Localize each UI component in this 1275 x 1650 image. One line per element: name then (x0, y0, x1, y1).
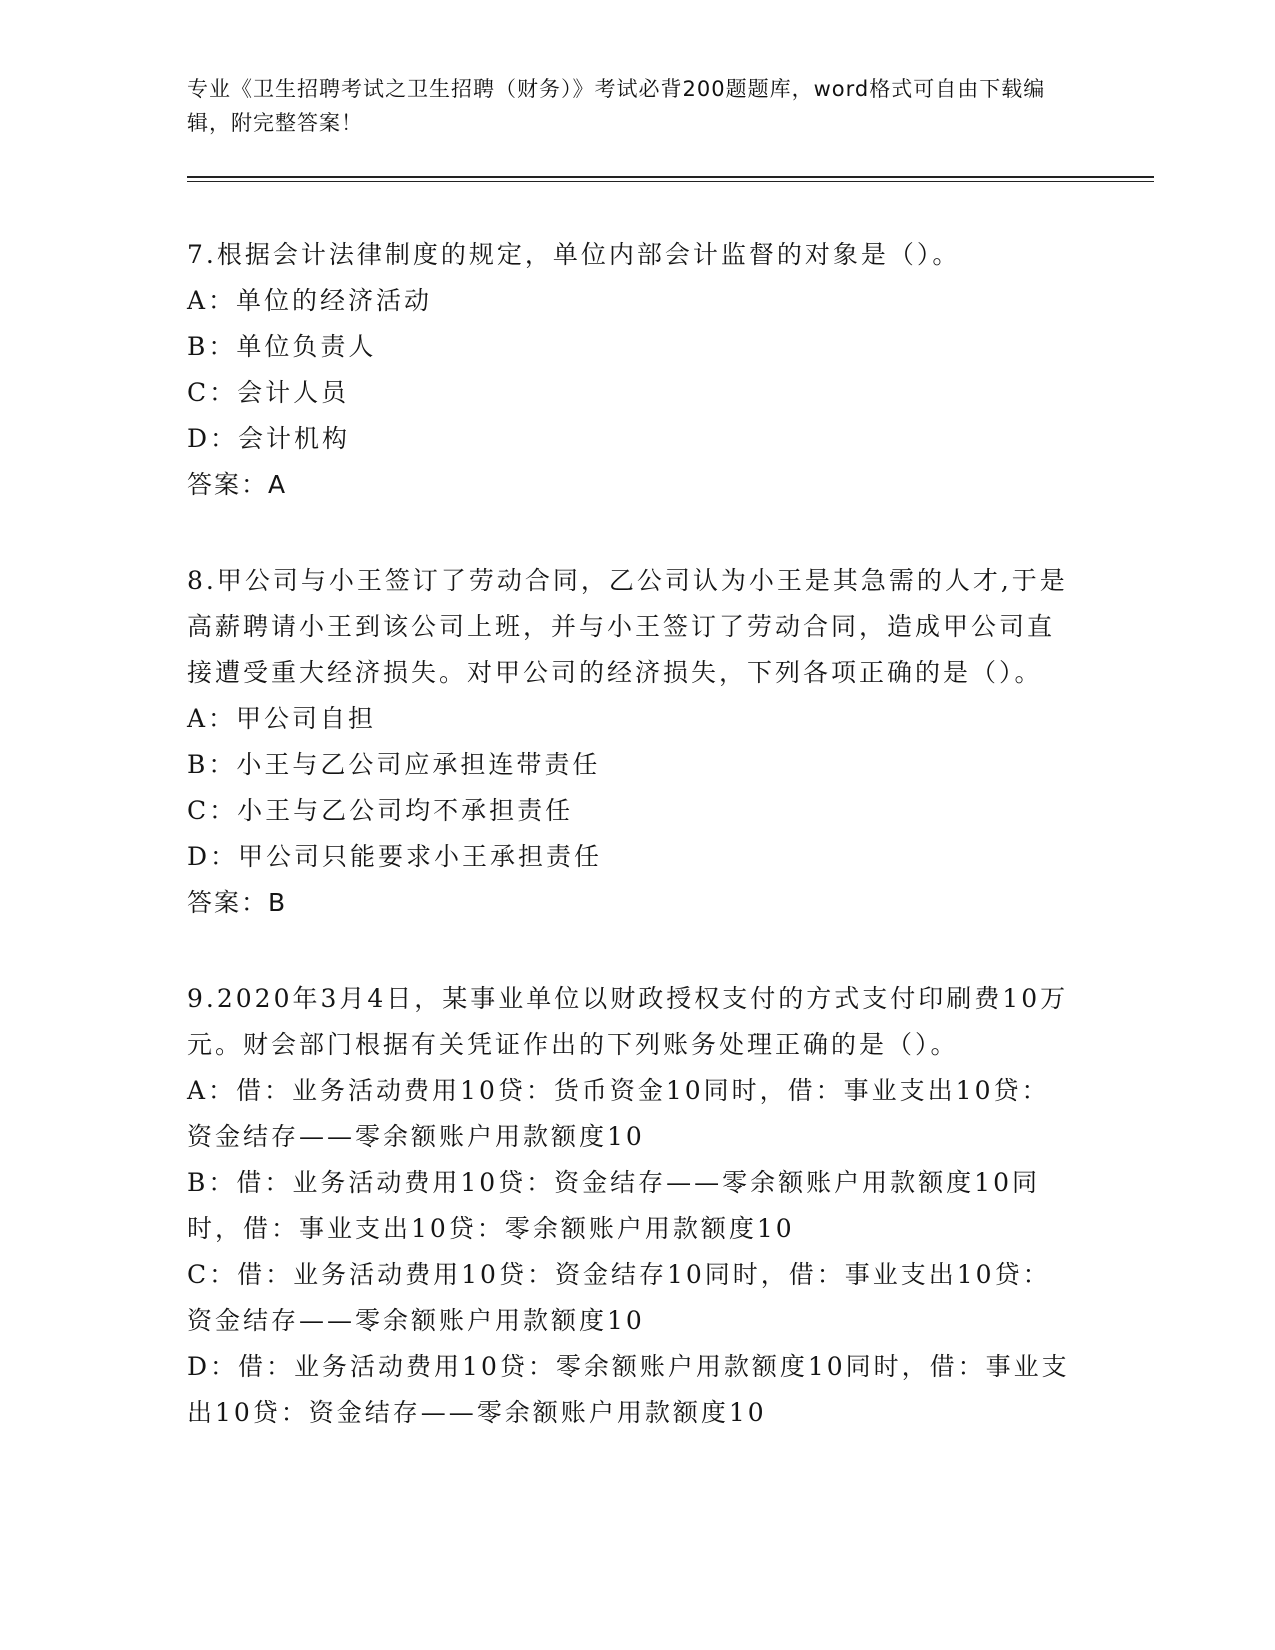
option-b: B：单位负责人 (187, 332, 377, 361)
option-c: C：借：业务活动费用10贷：资金结存10同时，借：事业支出10贷：资金结存——零余额账户用款额度10 (187, 1260, 1051, 1335)
question-7 (187, 232, 1077, 508)
option-b: B：借：业务活动费用10贷：资金结存——零余额账户用款额度10同时，借：事业支出10贷：零余额账户用款额度10 (187, 1168, 1040, 1243)
question-text: 7.根据会计法律制度的规定，单位内部会计监督的对象是（）。 (187, 240, 961, 269)
option-d: D：甲公司只能要求小王承担责任 (187, 842, 603, 871)
option-d: D：会计机构 (187, 424, 351, 453)
header-divider-thick (187, 176, 1154, 178)
answer-line: 答案：A (187, 470, 288, 499)
question-text: 8.甲公司与小王签订了劳动合同，乙公司认为小王是其急需的人才,于是高薪聘请小王到该公司上班，并与小王签订了劳动合同，造成甲公司直接遭受重大经济损失。对甲公司的经济损失，下列各项正确的是（）。 (187, 566, 1068, 687)
option-d: D：借：业务活动费用10贷：零余额账户用款额度10同时，借：事业支出10贷：资金结存——零余额账户用款额度10 (187, 1352, 1070, 1427)
answer-line: 答案：B (187, 888, 288, 917)
question-8 (187, 558, 1077, 926)
question-text: 9.2020年3月4日，某事业单位以财政授权支付的方式支付印刷费10万元。财会部门根据有关凭证作出的下列账务处理正确的是（）。 (187, 984, 1069, 1059)
option-b: B：小王与乙公司应承担连带责任 (187, 750, 601, 779)
option-c: C：会计人员 (187, 378, 350, 407)
option-a: A：单位的经济活动 (187, 286, 433, 315)
option-a: A：甲公司自担 (187, 704, 377, 733)
header-divider-thin (187, 181, 1154, 182)
document-header: 专业《卫生招聘考试之卫生招聘（财务）》考试必背200题题库，word格式可自由下载编辑，附完整答案！ (187, 77, 1046, 135)
option-c: C：小王与乙公司均不承担责任 (187, 796, 574, 825)
question-list (187, 232, 1077, 1436)
question-9 (187, 976, 1077, 1436)
option-a: A：借：业务活动费用10贷：货币资金10同时，借：事业支出10贷：资金结存——零余额账户用款额度10 (187, 1076, 1050, 1151)
